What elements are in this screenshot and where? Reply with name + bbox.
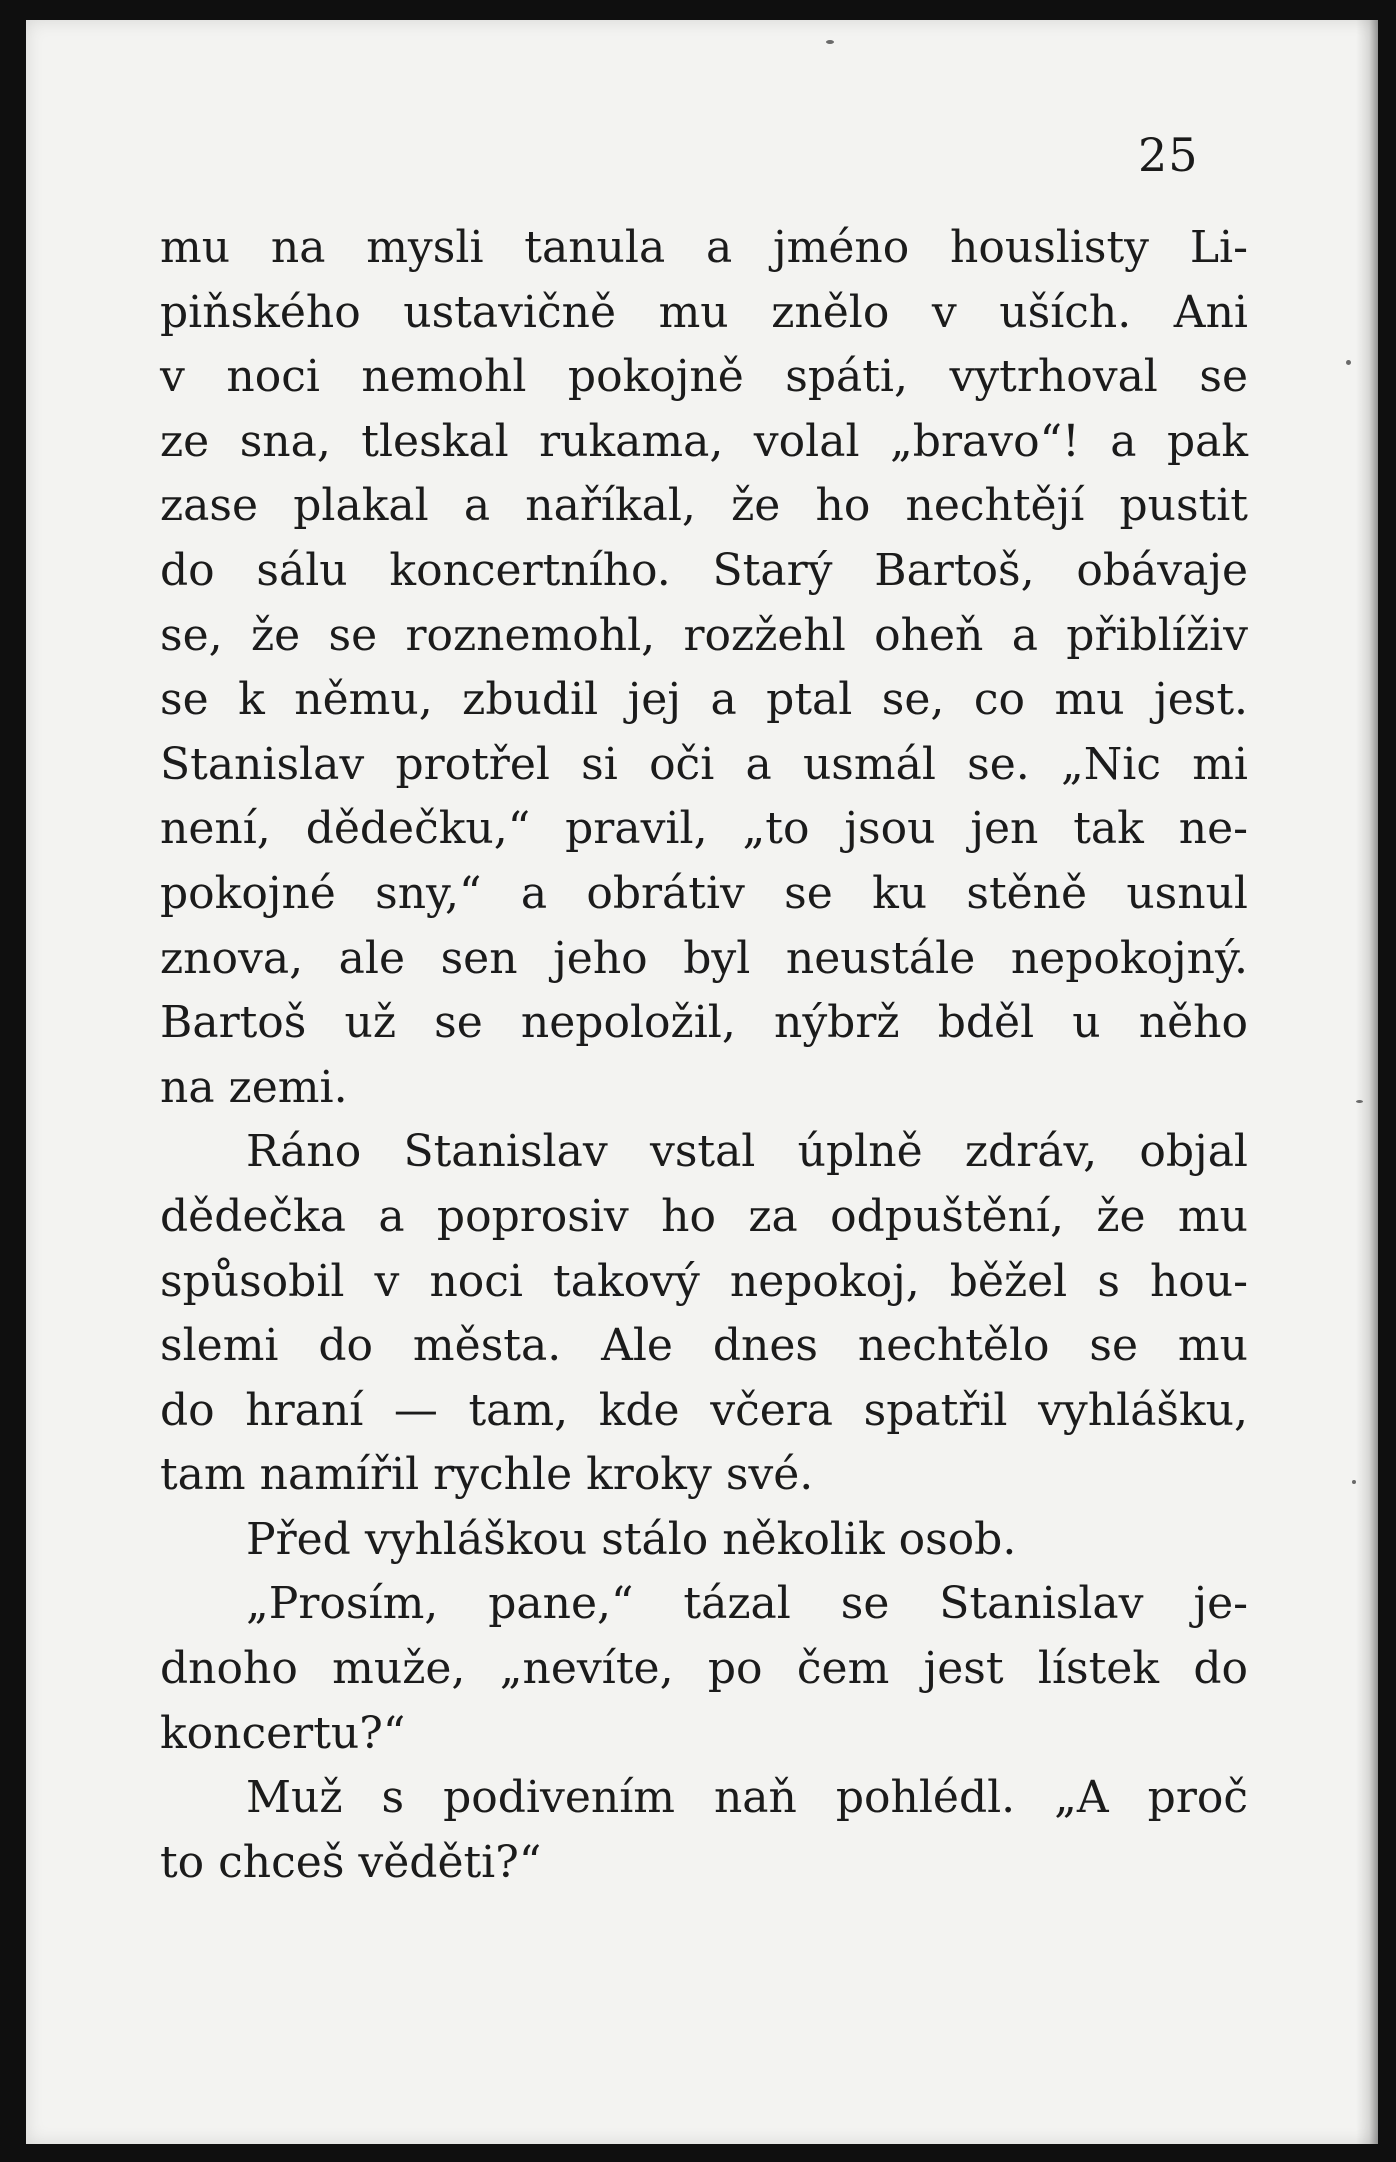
paper-speck	[1352, 1480, 1356, 1484]
paper-speck	[1356, 1100, 1363, 1103]
page-edge-shadow	[1356, 20, 1378, 2144]
text-line: zase plakal a naříkal, že ho nechtějí pustit	[160, 480, 1248, 532]
text-line: to chceš věděti?“	[160, 1836, 542, 1888]
text-line: mu na mysli tanula a jméno houslisty Li-	[160, 222, 1248, 273]
text-line: tam namířil rychle kroky své.	[160, 1449, 814, 1501]
book-page	[26, 20, 1378, 2144]
text-line: dnoho muže, „nevíte, po čem jest lístek do	[160, 1643, 1248, 1695]
page-number: 25	[1138, 128, 1199, 182]
text-line: do hraní — tam, kde včera spatřil vyhlášku,	[160, 1384, 1248, 1436]
text-line: Stanislav protřel si oči a usmál se. „Nic mi	[160, 738, 1248, 790]
text-line: Muž s podivením naň pohlédl. „A proč	[246, 1772, 1248, 1824]
text-line: se, že se roznemohl, rozžehl oheň a přiblíživ	[160, 609, 1248, 661]
text-line: Bartoš už se nepoložil, nýbrž bděl u něho	[160, 997, 1248, 1049]
text-line: dědečka a poprosiv ho za odpuštění, že mu	[160, 1190, 1248, 1242]
text-line: Před vyhláškou stálo několik osob.	[246, 1513, 1017, 1565]
text-line: na zemi.	[160, 1061, 348, 1113]
body-text	[160, 216, 1248, 1895]
text-line: Ráno Stanislav vstal úplně zdráv, objal	[246, 1126, 1248, 1178]
text-line: spůsobil v noci takový nepokoj, běžel s hou-	[160, 1255, 1248, 1307]
text-line: piňského ustavičně mu znělo v uších. Ani	[160, 286, 1248, 338]
text-line: znova, ale sen jeho byl neustále nepokojný.	[160, 932, 1248, 984]
text-line: „Prosím, pane,“ tázal se Stanislav je-	[246, 1578, 1248, 1630]
text-line: pokojné sny,“ a obrátiv se ku stěně usnul	[160, 867, 1248, 919]
paper-speck	[1346, 360, 1351, 365]
text-line: koncertu?“	[160, 1707, 406, 1759]
text-line: slemi do města. Ale dnes nechtělo se mu	[160, 1320, 1248, 1372]
text-line: ze sna, tleskal rukama, volal „bravo“! a pak	[160, 415, 1248, 467]
text-line: do sálu koncertního. Starý Bartoš, obávaje	[160, 544, 1248, 596]
paper-speck	[826, 40, 834, 44]
text-line: není, dědečku,“ pravil, „to jsou jen tak ne-	[160, 803, 1248, 855]
text-line: se k němu, zbudil jej a ptal se, co mu jest.	[160, 674, 1248, 726]
text-line: v noci nemohl pokojně spáti, vytrhoval se	[160, 351, 1248, 403]
